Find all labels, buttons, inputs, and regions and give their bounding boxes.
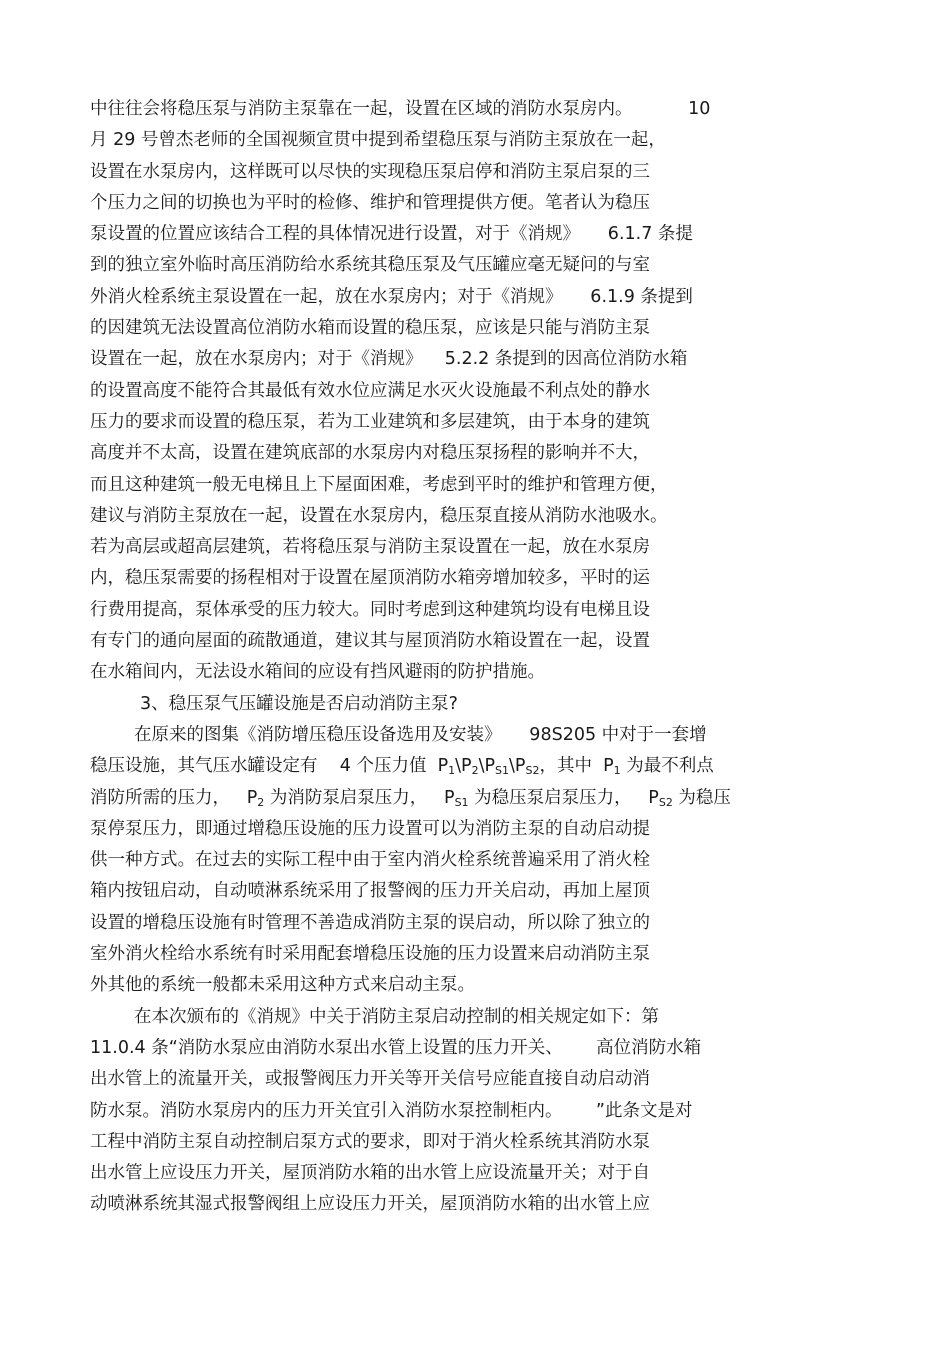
text-line: 泵设置的位置应该结合工程的具体情况进行设置，对于《消规》 6.1.7 条提: [90, 224, 693, 245]
text-line: 高度并不太高，设置在建筑底部的水泵房内对稳压泵扬程的影响并不大，: [90, 443, 650, 464]
text-line: 动喷淋系统其湿式报警阀组上应设压力开关，屋顶消防水箱的出水管上应: [90, 1194, 650, 1215]
text-segment: 为消防泵启泵压力， P: [264, 787, 455, 808]
text-segment: 消防所需的压力， P: [90, 787, 258, 808]
text-line: 泵停泵压力，即通过增稳压设施的压力设置可以为消防主泵的自动启动提: [90, 818, 650, 839]
subscript: S1: [495, 764, 510, 778]
text-line: 的设置高度不能符合其最低有效水位应满足水灭火设施最不利点处的静水: [90, 380, 650, 401]
document-body: [90, 94, 830, 1221]
text-line: 设置在一起，放在水泵房内；对于《消规》 5.2.2 条提到的因高位消防水箱: [90, 349, 688, 370]
pressure-definitions-line: [90, 783, 830, 814]
text-line: 的因建筑无法设置高位消防水箱而设置的稳压泵，应该是只能与消防主泵: [90, 318, 650, 339]
text-line: 室外消火栓给水系统有时采用配套增稳压设施的压力设置来启动消防主泵: [90, 944, 650, 965]
text-segment: \P: [455, 756, 472, 777]
subscript: 2: [471, 764, 479, 778]
text-line: 而且这种建筑一般无电梯且上下屋面困难，考虑到平时的维护和管理方便，: [90, 474, 668, 495]
section-heading: 3、稳压泵气压罐设施是否启动消防主泵?: [140, 693, 458, 714]
text-line: 中往往会将稳压泵与消防主泵靠在一起，设置在区域的消防水泵房内。 10: [90, 99, 711, 119]
text-line: 在本次颁布的《消规》中关于消防主泵启动控制的相关规定如下：第: [134, 1006, 659, 1027]
text-line: 外其他的系统一般都未采用这种方式来启动主泵。: [90, 975, 475, 996]
text-line: 供一种方式。在过去的实际工程中由于室内消火栓系统普遍采用了消火栓: [90, 850, 650, 871]
text-line: 压力的要求而设置的稳压泵，若为工业建筑和多层建筑，由于本身的建筑: [90, 411, 650, 432]
text-line: 行费用提高，泵体承受的压力较大。同时考虑到这种建筑均设有电梯且设: [90, 599, 650, 620]
subscript: S2: [525, 764, 540, 778]
text-line: 出水管上的流量开关，或报警阀压力开关等开关信号应能直接自动启动消: [90, 1069, 650, 1090]
pressure-values-line: [90, 751, 830, 782]
text-segment: 为稳压泵启泵压力， P: [468, 787, 659, 808]
text-line: 在水箱间内，无法设水箱间的应设有挡风避雨的防护措施。: [90, 662, 545, 683]
subscript: 1: [613, 764, 621, 778]
subscript: S2: [658, 795, 673, 809]
subscript: 2: [257, 795, 265, 809]
text-line: 设置的增稳压设施有时管理不善造成消防主泵的误启动，所以除了独立的: [90, 912, 650, 933]
text-segment: \P: [478, 756, 496, 777]
text-line: 到的独立室外临时高压消防给水系统其稳压泵及气压罐应毫无疑问的与室: [90, 255, 650, 276]
text-line: 若为高层或超高层建筑，若将稳压泵与消防主泵设置在一起，放在水泵房: [90, 537, 650, 558]
text-line: 个压力之间的切换也为平时的检修、维护和管理提供方便。笔者认为稳压: [90, 192, 650, 213]
text-line: 在原来的图集《消防增压稳压设备选用及安装》 98S205 中对于一套增: [134, 724, 707, 745]
text-line: 设置在水泵房内，这样既可以尽快的实现稳压泵启停和消防主泵启泵的三: [90, 161, 650, 182]
text-line: 内，稳压泵需要的扬程相对于设置在屋顶消防水箱旁增加较多，平时的运: [90, 568, 650, 589]
text-segment: 为最不利点: [620, 756, 714, 777]
text-line: 月 29 号曾杰老师的全国视频宣贯中提到希望稳压泵与消防主泵放在一起，: [90, 130, 666, 151]
text-line: 出水管上应设压力开关，屋顶消防水箱的出水管上应设流量开关；对于自: [90, 1163, 650, 1184]
text-line: 建议与消防主泵放在一起，设置在水泵房内，稳压泵直接从消防水池吸水。: [90, 505, 668, 526]
subscript: S1: [454, 795, 469, 809]
text-line: 箱内按钮启动，自动喷淋系统采用了报警阀的压力开关启动，再加上屋顶: [90, 881, 650, 902]
text-line: 防水泵。消防水泵房内的压力开关宜引入消防水泵控制柜内。 ”此条文是对: [90, 1100, 693, 1121]
text-segment: \P: [509, 756, 526, 777]
text-line: 有专门的通向屋面的疏散通道，建议其与屋顶消防水箱设置在一起，设置: [90, 631, 650, 652]
text-segment: 稳压设施，其气压水罐设定有 4 个压力值 P: [90, 756, 449, 777]
text-line: 工程中消防主泵自动控制启泵方式的要求，即对于消火栓系统其消防水泵: [90, 1131, 650, 1152]
subscript: 1: [448, 764, 456, 778]
text-line: 外消火栓系统主泵设置在一起，放在水泵房内；对于《消规》 6.1.9 条提到: [90, 286, 693, 307]
text-segment: 为稳压: [672, 787, 731, 808]
text-line: 11.0.4 条“消防水泵应由消防水泵出水管上设置的压力开关、 高位消防水箱: [90, 1037, 702, 1058]
text-segment: ，其中 P: [539, 756, 614, 777]
